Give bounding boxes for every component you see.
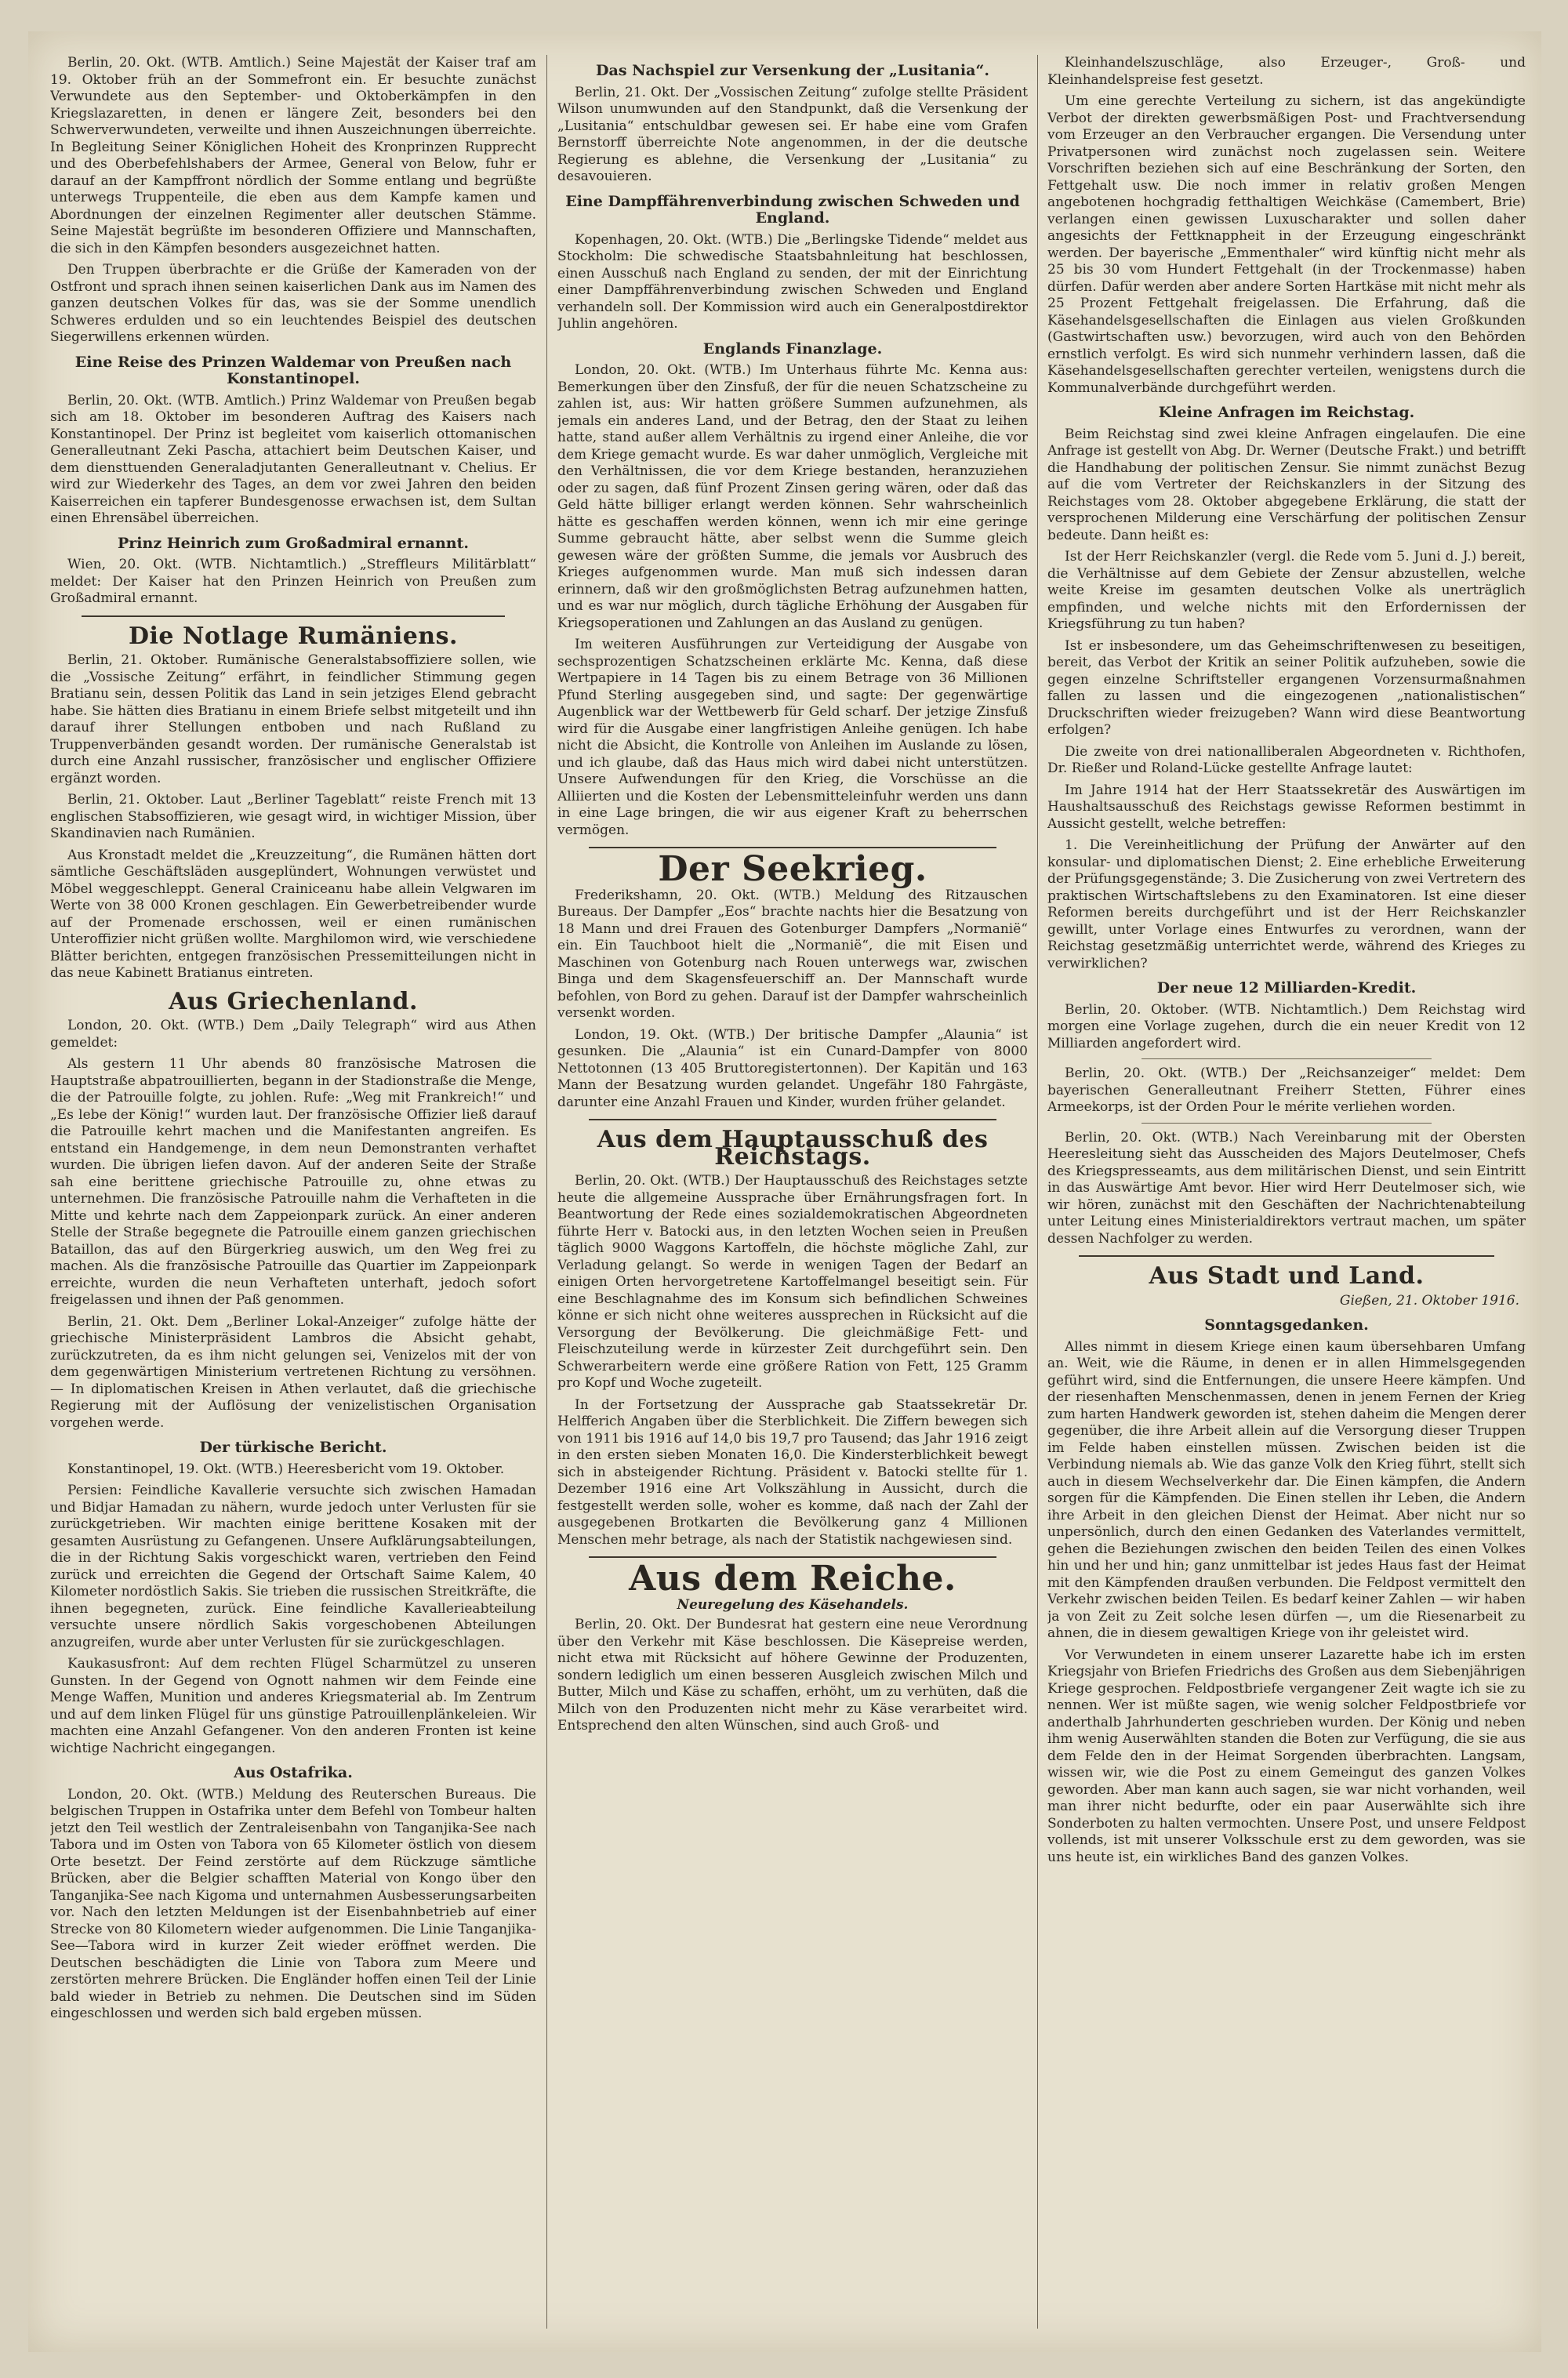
headline-ostafrika: Aus Ostafrika. [234, 1764, 353, 1781]
headline-lusitania: Das Nachspiel zur Versenkung der „Lusitania“. [596, 62, 989, 79]
section-divider [589, 847, 996, 848]
article-paragraph: Berlin, 20. Okt. (WTB. Amtlich.) Prinz Waldemar von Preußen begab sich am 18. Oktober im besonderen Auftrag des Kaisers nach Konstantinopel. Der Prinz ist begleitet vom kaiserlich ottomanischen Generalleutnant Zeki Pascha, attachiert beim Deutschen Kaiser, und dem diensttuenden Generaladjutanten Generalleutnant v. Chelius. Er wird zur Wiederkehr des Tages, an dem vor zwei Jahren den beiden Kaiserreichen ein tapferer Bundesgenosse erwachsen ist, dem Sultan einen Ehrensäbel überreichen. [50, 392, 536, 526]
article-paragraph: Alles nimmt in diesem Kriege einen kaum übersehbaren Umfang an. Weit, wie die Räume, in denen er in allen Himmelsgegenden geführt wird, sind die Entfernungen, die unsere Heere kämpfen. Und der riesenhaften Menschenmassen, denen in jenem Fernen der Krieg zum harten Handwerk geworden ist, stehen daheim die Mengen derer gegenüber, die ihre Arbeit allein auf die Versorgung dieser Truppen im Felde haben einstellen müssen. Zwischen beiden ist die Verbindung niemals ab. Wie das ganze Volk den Krieg führt, stellt sich auch in diesem Wechselverkehr dar. Die Einen kämpfen, die Andern sorgen für die Kämpfenden. Die Einen stellen ihr Leben, die Andern ihre Arbeit in den gleichen Dienst der Heimat. Aber nicht nur so unpersönlich, durch den einen Gedanken des Vaterlandes vermittelt, gehen die Beziehungen zwischen den beiden Teilen des einen Volkes hin und her und hin; ganz unmittelbar ist jedes Haus fast der Heimat mit den Kämpfenden draußen verbunden. Die Feldpost vermittelt den Verkehr zwischen beiden Teilen. Es bedarf keiner Zahlen — wir haben ja von Zeit zu Zeit solche lesen dürfen —, um die Riesenarbeit zu ahnen, die in diesem gewaltigen Kriege von ihr geleistet wird. [1047, 1338, 1526, 1641]
article-paragraph: Berlin, 20. Oktober. (WTB. Nichtamtlich.) Dem Reichstag wird morgen eine Vorlage zugehen, durch die ein neuer Kredit von 12 Milliarden angefordert wird. [1047, 1001, 1526, 1051]
headline-sonntagsgedanken: Sonntagsgedanken. [1204, 1316, 1369, 1334]
article-paragraph: Konstantinopel, 19. Okt. (WTB.) Heeresbericht vom 19. Oktober. [67, 1461, 505, 1477]
column-rule [546, 55, 547, 2329]
short-divider [1142, 1123, 1432, 1124]
article-paragraph: Berlin, 20. Okt. Der Bundesrat hat gestern eine neue Verordnung über den Verkehr mit Käse beschlossen. Die Käsepreise werden, nicht etwa mit Rücksicht auf höhere Gewinne der Produzenten, sondern lediglich um einen besseren Ausgleich zwischen Milch und Butter, Milch und Käse zu schaffen, erhöht, um zu verhüten, daß die Milch von den Produzenten nicht mehr zu Käse verarbeitet wird. Entsprechend den alten Wünschen, sind auch Groß- und [557, 1617, 1028, 1734]
column-rule [1037, 55, 1038, 2329]
headline-seekrieg: Der Seekrieg. [658, 849, 927, 889]
article-paragraph: Frederikshamn, 20. Okt. (WTB.) Meldung des Ritzauschen Bureaus. Der Dampfer „Eos“ brachte nachts hier die Besatzung von 18 Mann und drei Frauen des Gotenburger Dampfers „Normanië“ ein. Ein Tauchboot hielt die „Normanië“, die mit Eisen und Maschinen von Gotenburg nach Rouen unterwegs war, zwischen Binga und dem Skagensfeuerschiff an. Der Mannschaft wurde befohlen, von Bord zu gehen. Darauf ist der Dampfer wahrscheinlich versenkt worden. [557, 887, 1028, 1021]
headline-dampffaehre: Eine Dampffährenverbindung zwischen Schweden und England. [565, 192, 1020, 227]
article-paragraph: Kleinhandelszuschläge, also Erzeuger-, Groß- und Kleinhandelspreise fest gesetzt. [1047, 55, 1526, 88]
article-paragraph: Als gestern 11 Uhr abends 80 französische Matrosen die Hauptstraße abpatrouillierten, begann in der Stadionstraße die Menge, die der Patrouille folgte, zu johlen. Rufe: „Weg mit Frankreich!“ und „Es lebe der König!“ wurden laut. Der französische Offizier ließ darauf die Patrouille kehrt machen und die Manifestanten angreifen. Es entstand ein Handgemenge, in dem neun Demonstranten verhaftet wurden. Die übrigen liefen davon. Auf der anderen Seite der Straße sah eine berittene griechische Patrouille zu, ohne etwas zu unternehmen. Die französische Patrouille nahm die Verhafteten in die Mitte und kehrte nach dem Zappeionpark zurück. An einer anderen Stelle der Straße begegnete die Patrouille einem ganzen griechischen Bataillon, das auf den Bürgerkrieg auswich, um den Weg frei zu machen. Als die französische Patrouille das Quartier im Zappeionpark erreichte, wurden die neun Verhafteten unterhaft, jedoch sofort freigelassen und ihnen der Paß genommen. [50, 1056, 536, 1308]
article-paragraph: Kaukasusfront: Auf dem rechten Flügel Scharmützel zu unseren Gunsten. In der Gegend von Ognott nahmen wir dem Feinde eine Menge Waffen, Munition und anderes Kriegsmaterial ab. Im Zentrum und auf dem linken Flügel für uns günstige Patrouillenplänkeleien. Wir machten eine Anzahl Gefangener. Von den anderen Fronten ist keine wichtige Nachricht eingegangen. [50, 1656, 536, 1756]
headline-stadt-und-land: Aus Stadt und Land. [1149, 1262, 1425, 1290]
article-paragraph: London, 20. Okt. (WTB.) Im Unterhaus führte Mc. Kenna aus: Bemerkungen über den Zinsfuß, der für die neuen Schatzscheine zu zahlen ist, aus: Wir hatten größere Summen aufzunehmen, als jemals ein anderes Land, und der Betrag, den der Staat zu leihen hatte, stand außer allem Verhältnis zu irgend einer Anleihe, die vor dem Kriege gemacht wurde. Es war daher unmöglich, Vergleiche mit den Verhältnissen, die vor dem Kriege bestanden, heranzuziehen oder zu sagen, daß fünf Prozent Zinsen gering wären, oder daß das Geld hätte billiger erlangt werden können. Sehr wahrscheinlich hätte es geschaffen werden können, wenn ich mir eine geringe Summe gebraucht hätte, aber selbst wenn die Summe gleich gewesen wäre der größten Summe, die jemals vor Ausbruch des Krieges aufgenommen wurde. Man muß sich indessen daran erinnern, daß wir den großmöglichsten Betrag aufzunehmen hatten, und es war nur möglich, durch tägliche Erhöhung der Ausgaben für Kriegsoperationen und Zahlungen an das Ausland zu genügen. [557, 362, 1028, 631]
article-paragraph: Vor Verwundeten in einem unserer Lazarette habe ich im ersten Kriegsjahr von Briefen Friedrichs des Großen aus dem Siebenjährigen Kriege gesprochen. Feldpostbriefe vergangener Zeit wagte ich sie zu nennen. Wer ist müßte sagen, wie wenig solcher Feldpostbriefe vor anderthalb Jahrhunderten geschrieben wurden. Der König und neben ihm wenig Auserwählten standen die Boten zur Verfügung, die sie aus dem Felde den in der Heimat Sorgenden überbrachten. Langsam, wissen wir, wie die Post zu einem Gemeingut des ganzen Volkes geworden. Aber man kann auch sagen, sie war nicht vorhanden, weil man ihrer nicht bedurfte, oder ein paar Auserwählte sich ihre Sonderboten zu halten vermochten. Unsere Post, und unsere Feldpost vollends, ist mit unserer Volksschule erst zu dem geworden, was sie uns heute ist, ein wirkliches Band des ganzen Volkes. [1047, 1646, 1526, 1865]
headline-finanzlage: Englands Finanzlage. [702, 339, 883, 358]
article-paragraph: Aus Kronstadt meldet die „Kreuzzeitung“, die Rumänen hätten dort sämtliche Geschäftsläden ausgeplündert, Wohnungen verwüstet und Möbel weggeschleppt. General Crainiceanu habe allein Velgwaren im Werte von 38 000 Kronen geschlagen. Ein Gewerbetreibender wurde auf der Promenade erschossen, weil er einen rumänischen Unteroffizier nicht grüßen wollte. Marghilomon wird, wie verschiedene Blätter berichten, entgegen französischen Pressemitteilungen nicht in das neue Kabinett Bratianus eintreten. [50, 847, 536, 981]
article-paragraph: In der Fortsetzung der Aussprache gab Staatssekretär Dr. Helfferich Angaben über die Sterblichkeit. Die Ziffern bewegen sich von 1911 bis 1916 auf 14,0 bis 19,7 pro Tausend; das Jahr 1916 zeigt in den ersten sieben Monaten 16,0. Die Kindersterblichkeit bewegt sich in absteigender Richtung. Präsident v. Batocki stellte für 1. Dezember 1916 eine Art Volkszählung in Aussicht, durch die festgestellt werden solle, woher es komme, daß nach der Zahl der ausgegebenen Brotkarten die Bevölkerung ganz 4 Millionen Menschen mehr betrage, als nach der Statistik nachgewiesen sind. [557, 1396, 1028, 1548]
column-left [50, 55, 536, 2336]
article-paragraph: Berlin, 21. Oktober. Laut „Berliner Tageblatt“ reiste French mit 13 englischen Stabsoffizieren, wie gesagt wird, in wichtiger Mission, über Skandinavien nach Rumänien. [50, 792, 536, 841]
article-paragraph: Beim Reichstag sind zwei kleine Anfragen eingelaufen. Die eine Anfrage ist gestellt von Abg. Dr. Werner (Deutsche Frakt.) und betrifft die Handhabung der politischen Zensur. Sie nimmt zunächst Bezug auf die vom Vertreter der Reichskanzlers in der Sitzung des Reichstages vom 28. Oktober abgegebene Erklärung, die statt der versprochenen Milderung eine Verschärfung der politischen Zensur bedeute. Dann heißt es: [1047, 426, 1526, 543]
article-paragraph: Berlin, 21. Oktober. Rumänische Generalstabsoffiziere sollen, wie die „Vossische Zeitung“ erfährt, in feindlicher Stimmung gegen Bratianu sein, dessen Politik das Land in sein jetziges Elend gebracht habe. Sie hätten dies Bratianu in einem Briefe selbst mitgeteilt und ihn darauf ihrer Stellungen entboben und nach Rußland zu Truppenverbänden gesandt worden. Der rumänische Generalstab ist durch eine Anzahl russischer, französischer und englischer Offiziere ergänzt worden. [50, 652, 536, 786]
article-paragraph: Berlin, 20. Okt. (WTB.) Der „Reichsanzeiger“ meldet: Dem bayerischen Generalleutnant Freiherr Stetten, Führer eines Armeekorps, ist der Orden Pour le mérite verliehen worden. [1047, 1066, 1526, 1115]
headline-hauptausschuss: Aus dem Hauptausschuß des Reichstags. [597, 1126, 989, 1171]
article-paragraph: Berlin, 21. Okt. Dem „Berliner Lokal-Anzeiger“ zufolge hätte der griechische Ministerpräsident Lambros die Absicht gehabt, zurückzutreten, da es ihm nicht gelungen sei, Venizelos mit der von dem gegenwärtigen Ministerium vertretenen Richtung zu versöhnen. — In diplomatischen Kreisen in Athen verlautet, daß die griechische Regierung mit der Auflösung der venizelistischen Organisation vorgehen werde. [50, 1313, 536, 1431]
headline-prinz-waldemar: Eine Reise des Prinzen Waldemar von Preußen nach Konstantinopel. [74, 353, 512, 387]
headline-milliarden-kredit: Der neue 12 Milliarden-Kredit. [1156, 979, 1417, 997]
article-paragraph: Wien, 20. Okt. (WTB. Nichtamtlich.) „Streffleurs Militärblatt“ meldet: Der Kaiser hat den Prinzen Heinrich von Preußen zum Großadmiral ernannt. [50, 557, 536, 606]
article-paragraph: Berlin, 20. Okt. (WTB.) Nach Vereinbarung mit der Obersten Heeresleitung sieht das Ausscheiden des Majors Deutelmoser, Chefs des Kriegspresseamts, aus dem militärischen Dienst, und sein Eintritt in das Auswärtige Amt bevor. Hier wird Herr Deutelmoser sich, wie wir hören, zunächst mit den Geschäften der Nachrichtenabteilung unter Leitung eines Ministerialdirektors vertraut machen, um später dessen Nachfolger zu werden. [1047, 1129, 1526, 1247]
article-paragraph: Den Truppen überbrachte er die Grüße der Kameraden von der Ostfront und sprach ihnen seinen kaiserlichen Dank aus im Namen des ganzen deutschen Volkes für das, was sie der Somme unendlich Schweres erdulden und so ein leuchtendes Beispiel des deutschen Siegerwillens erkennen würden. [50, 262, 536, 345]
section-divider [1079, 1255, 1494, 1257]
headline-prinz-heinrich: Prinz Heinrich zum Großadmiral ernannt. [117, 534, 469, 552]
article-paragraph: Ist er insbesondere, um das Geheimschriftenwesen zu beseitigen, bereit, das Verbot der Kritik an seiner Politik aufzuheben, sowie die gegen einzelne Schriftsteller ergangenen Vorzensurmaßnahmen fallen zu lassen und die eingezogenen „nationalistischen“ Druckschriften wieder freizugeben? Wann wird diese Beantwortung erfolgen? [1047, 637, 1526, 738]
column-right [1047, 55, 1526, 2336]
article-paragraph: Kopenhagen, 20. Okt. (WTB.) Die „Berlingske Tidende“ meldet aus Stockholm: Die schwedische Staatsbahnleitung hat beschlossen, einen Ausschuß nach England zu senden, der mit der Einrichtung einer Dampffährenverbindung zwischen Schweden und England verhandeln soll. Der Kommission wird auch ein Generalpostdirektor Juhlin angehören. [557, 231, 1028, 332]
dateline: Gießen, 21. Oktober 1916. [1339, 1292, 1519, 1309]
article-paragraph: London, 20. Okt. (WTB.) Dem „Daily Telegraph“ wird aus Athen gemeldet: [50, 1018, 536, 1051]
section-divider [589, 1556, 996, 1558]
article-paragraph: Berlin, 20. Okt. (WTB.) Der Hauptausschuß des Reichstages setzte heute die allgemeine Aussprache über Ernährungsfragen fort. In Beantwortung der Rede eines sozialdemokratischen Abgeordneten führte Herr v. Batocki aus, in den letzten Wochen seien in Preußen täglich 9000 Waggons Kartoffeln, die höchste mögliche Zahl, zur Verladung gelangt. So werde in wenigen Tagen der Bedarf an einigen Orten hervorgetretene Kartoffelmangel beseitigt sein. Für eine Beschlagnahme des im Konsum sich befindlichen Schweines könne er sich nicht ohne weiteres aussprechen in Rücksicht auf die Versorgung der Bevölkerung. Die gleichmäßige Fett- und Fleischzuteilung werde in kürzester Zeit durchgeführt sein. Den Schwerarbeitern werde eine größere Ration von Fett, 125 Gramm pro Kopf und Woche zugeteilt. [557, 1173, 1028, 1391]
article-paragraph: Um eine gerechte Verteilung zu sichern, ist das angekündigte Verbot der direkten gewerbsmäßigen Post- und Frachtversendung vom Erzeuger an den Verbraucher ergangen. Die Versendung unter Privatpersonen wird zunächst noch zugelassen sein. Weitere Vorschriften beziehen sich auf eine Beschränkung der Sorten, den Fettgehalt usw. Die noch immer in relativ großen Mengen angebotenen hochgradig fetthaltigen Weichkäse (Camembert, Brie) verlangen einen gewissen Luxuscharakter und sollen daher angesichts der Fettknappheit in der Erzeugung eingeschränkt werden. Der bayerische „Emmenthaler“ wird künftig nicht mehr als 25 bis 30 vom Hundert Fettgehalt (in der Trockenmasse) haben dürfen. Dafür werden aber andere Sorten Hartkäse mit nicht mehr als 25 Prozent Fettgehalt freigelassen. Die Erfahrung, daß die Käsehandelsgesellschaften die Einlagen aus vielen Großkunden (Gastwirtschaften usw.) bevorzugen, wird auch von den Behörden ernstlich verfolgt. Es wird sich nunmehr verhindern lassen, daß die Käsehandelsgesellschaften gerechter verteilen, wenigstens durch die Kommunalverbände durchgeführt werden. [1047, 93, 1526, 396]
short-divider [1142, 1058, 1432, 1059]
article-paragraph: Im weiteren Ausführungen zur Verteidigung der Ausgabe von sechsprozentigen Schatzscheinen erklärte Mc. Kenna, daß diese Wertpapiere in 14 Tagen bis zu einem Betrage von 36 Millionen Pfund Sterling ausgegeben sind, und sagte: Der gegenwärtige Augenblick war der Wettbewerb für Geld scharf. Der jetzige Zinsfuß wird für die Ausgabe einer langfristigen Anleihe genügen. Ich habe nicht die Absicht, die Kontrolle von Anleihen im Auslande zu lösen, und ich glaube, daß das Haus mich wird dabei nicht unterstützen. Unsere Aufwendungen für den Krieg, die Vorschüsse an die Alliierten und die Kosten der Lebensmitteleinfuhr werden uns dann in eine Lage bringen, die wir aus eigener Kraft zu beherrschen vermögen. [557, 637, 1028, 838]
article-kaiser-somme: Berlin, 20. Okt. (WTB. Amtlich.) Seine Majestät der Kaiser traf am 19. Oktober früh an der Sommefront ein. Er besuchte zunächst Verwundete aus den September- und Oktoberkämpfen in den Kriegslazaretten, in denen er längere Zeit, besonders bei den Schwerverwundeten, verweilte und ihnen Auszeichnungen überreichte. In Begleitung Seiner Königlichen Hoheit des Kronprinzen Rupprecht und des Oberbefehlshabers der Armee, General von Below, fuhr er darauf an der Kampffront nördlich der Somme entlang und begrüßte unterwegs Truppenteile, die eben aus dem Kampfe kamen und Abordnungen der einzelnen Regimenter aller deutschen Stämme. Seine Majestät begrüßte im besonderen Offiziere und Mannschaften, die sich in den Kämpfen besonders ausgezeichnet hatten. [50, 55, 536, 256]
section-divider [82, 615, 505, 617]
headline-kleine-anfragen: Kleine Anfragen im Reichstag. [1158, 404, 1415, 421]
headline-tuerkischer-bericht: Der türkische Bericht. [199, 1439, 387, 1456]
article-paragraph: Berlin, 21. Okt. Der „Vossischen Zeitung“ zufolge stellte Präsident Wilson unumwunden auf den Standpunkt, daß die Versenkung der „Lusitania“ entschuldbar gewesen sei. Er habe eine vom Grafen Bernstorff überreichte Note angenommen, in der die deutsche Regierung es ablehne, die Versenkung der „Lusitania“ zu desavouieren. [557, 84, 1028, 184]
article-paragraph: Ist der Herr Reichskanzler (vergl. die Rede vom 5. Juni d. J.) bereit, die Verhältnisse auf dem Gebiete der Zensur abzustellen, welche weite Kreise im gesamten deutschen Volke als unerträglich empfinden, und welche nichts mit den Erfordernissen der Kriegsführung zu tun haben? [1047, 549, 1526, 632]
article-paragraph: Die zweite von drei nationalliberalen Abgeordneten v. Richthofen, Dr. Rießer und Roland-Lücke gestellte Anfrage lautet: [1047, 743, 1526, 776]
article-paragraph: 1. Die Vereinheitlichung der Prüfung der Anwärter auf den konsular- und diplomatischen Dienst; 2. Eine erhebliche Erweiterung der Prüfungsgegenstände; 3. Die Zusicherung von zwei Vertretern des praktischen Wirtschaftslebens zu den Examinatoren. Ist eine dieser Reformen bereits durchgeführt und ist der Herr Reichskanzler gewillt, unter Vorlage eines Entwurfes zu verordnen, wann der Reichstag gesetzmäßig unterrichtet werde, während des Krieges zu verwirklichen? [1047, 837, 1526, 971]
headline-rumaenien: Die Notlage Rumäniens. [129, 622, 458, 650]
article-paragraph: Im Jahre 1914 hat der Herr Staatssekretär des Auswärtigen im Haushaltsausschuß des Reichstags gewisse Reformen bestimmt in Aussicht gestellt, welche betreffen: [1047, 782, 1526, 832]
article-paragraph: London, 20. Okt. (WTB.) Meldung des Reuterschen Bureaus. Die belgischen Truppen in Ostafrika unter dem Befehl von Tombeur halten jetzt den Teil westlich der Zentraleisenbahn von Tanganjika-See nach Tabora und im Osten von Tabora von 65 Kilometer östlich von diesem Orte besetzt. Der Feind zerstörte auf dem Rückzuge sämtliche Brücken, aber die Belgier schafften Material von Kongo über den Tanganjika-See nach Kigoma und unternahmen Ausbesserungsarbeiten vor. Nach den letzten Meldungen ist der Eisenbahnbetrieb auf einer Strecke von 80 Kilometern wieder aufgenommen. Die Linie Tanganjika-See—Tabora wird in kurzer Zeit wieder eröffnet werden. Die Deutschen beschädigten die Linie von Tabora zum Meere und zerstörten mehrere Brücken. Die Engländer hoffen einen Teil der Linie bald wieder in Betrieb zu nehmen. Die Deutschen sind im Süden eingeschlossen und werden sich bald ergeben müssen. [50, 1786, 536, 2021]
headline-aus-dem-reiche: Aus dem Reiche. [629, 1559, 956, 1599]
article-paragraph: London, 19. Okt. (WTB.) Der britische Dampfer „Alaunia“ ist gesunken. Die „Alaunia“ ist ein Cunard-Dampfer von 8000 Nettotonnen (13 405 Bruttoregistertonnen). Der Kapitän und 163 Mann der Besatzung wurden gelandet. Ungefähr 180 Fahrgäste, darunter eine Anzahl Frauen und Kinder, wurden früher gelandet. [557, 1026, 1028, 1110]
newspaper-page [28, 31, 1541, 2352]
section-divider [589, 1119, 996, 1120]
column-middle [557, 55, 1028, 2336]
article-paragraph: Persien: Feindliche Kavallerie versuchte sich zwischen Hamadan und Bidjar Hamadan zu nähern, wurde jedoch unter Verlusten für sie zurückgetrieben. Wir machten einige berittene Kosaken mit der gesamten Ausrüstung zu Gefangenen. Unsere Aufklärungsabteilungen, die in der Richtung Sakis vorgeschickt waren, vertrieben den Feind zurück und erreichten die Gegend der Ortschaft Saime Kalem, 40 Kilometer nordöstlich Sakis. Sie trieben die russischen Streitkräfte, die ihnen begegneten, zurück. Eine feindliche Kavallerieabteilung versuchte unsere nördlich Sakis vorgeschobenen Abteilungen anzugreifen, wurde aber unter Verlusten für sie zurückgeschlagen. [50, 1483, 536, 1650]
headline-griechenland: Aus Griechenland. [169, 987, 418, 1015]
subheadline-kaesehandel: Neuregelung des Käsehandels. [677, 1596, 909, 1613]
